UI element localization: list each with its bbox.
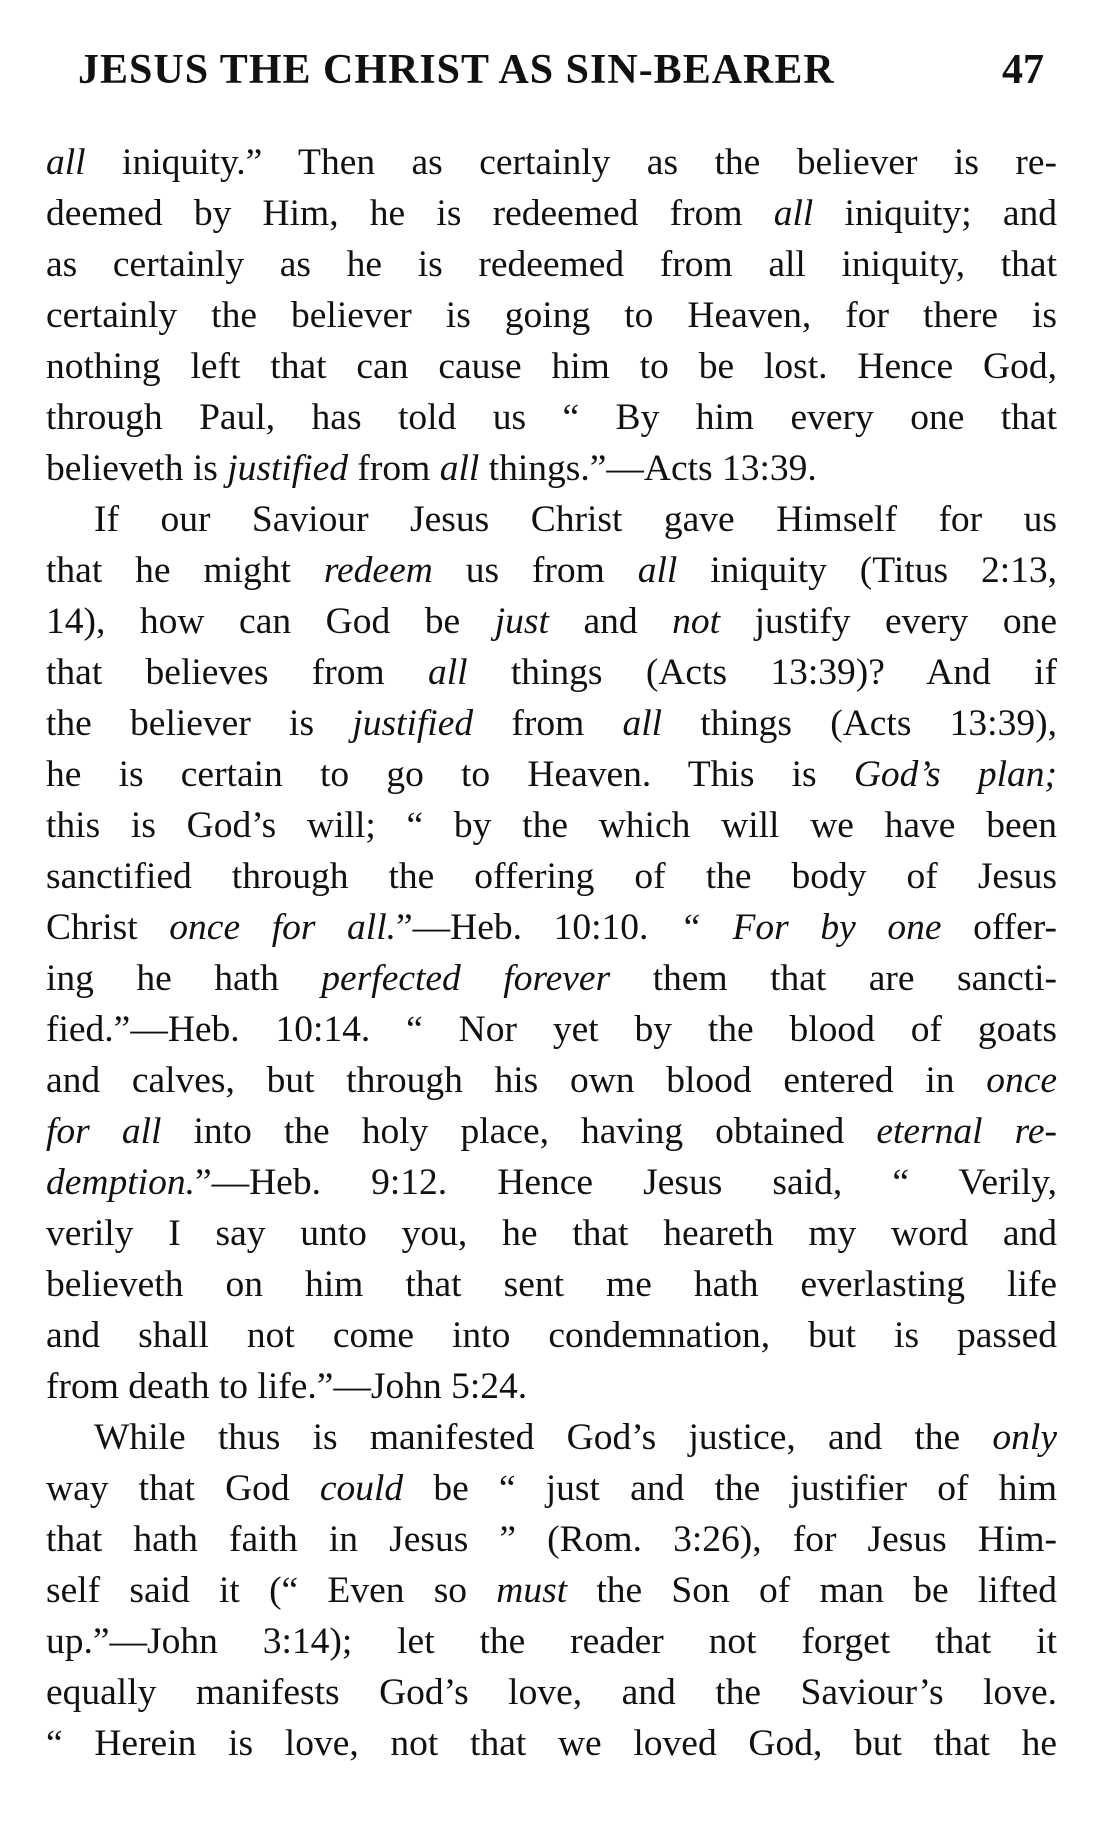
text-run: ing he hath	[46, 958, 322, 999]
text-run: While thus is manifested God’s justice, and the	[94, 1417, 993, 1458]
text-line	[46, 1514, 1057, 1565]
text-line	[46, 596, 1057, 647]
paragraph-start	[46, 494, 1057, 545]
text-run: ”—Heb. 10:10.	[396, 907, 681, 948]
text-line	[46, 392, 1057, 443]
text-run: self said it (“ Even so	[46, 1570, 497, 1611]
text-run: the Son of man be lifted	[567, 1570, 1057, 1611]
text-run: justify every one	[720, 601, 1057, 642]
italic-text: not	[672, 601, 721, 642]
text-line	[46, 1667, 1057, 1718]
text-run: this is God’s will; “ by the which will we have been	[46, 805, 1057, 846]
text-run: deemed by Him, he is redeemed from	[46, 193, 774, 234]
text-line	[46, 239, 1057, 290]
page-number: 47	[1002, 47, 1044, 93]
italic-text: all	[637, 550, 678, 591]
italic-text: could	[319, 1468, 404, 1509]
text-run: and	[548, 601, 673, 642]
italic-text: must	[496, 1570, 568, 1611]
text-run: things (Acts 13:39)? And if	[467, 652, 1057, 693]
text-run: “ Herein is love, not that we loved God, but that he	[46, 1723, 1057, 1764]
italic-text: just	[494, 601, 549, 642]
text-run: nothing left that can cause him to be lost. Hence God,	[46, 346, 1057, 387]
italic-text: all	[622, 703, 663, 744]
text-line	[46, 188, 1057, 239]
italic-text: God’s plan;	[853, 754, 1057, 795]
text-line	[46, 698, 1057, 749]
italic-text: for all	[46, 1111, 162, 1152]
text-line	[46, 647, 1057, 698]
text-run: believeth on him that sent me hath everlasting life	[46, 1264, 1057, 1305]
text-run: Christ	[46, 907, 170, 948]
italic-text: once for all.	[169, 907, 397, 948]
text-line	[46, 1259, 1057, 1310]
text-run: from	[473, 703, 623, 744]
text-run: as certainly as he is redeemed from all iniquity, that	[46, 244, 1057, 285]
italic-text: demption.	[46, 1162, 195, 1203]
text-run: that hath faith in Jesus ” (Rom. 3:26), for Jesus Him-	[46, 1519, 1057, 1560]
text-line	[46, 545, 1057, 596]
italic-text: eternal re-	[876, 1111, 1057, 1152]
text-line	[46, 1055, 1057, 1106]
text-run: the believer is	[46, 703, 353, 744]
text-run: into the holy place, having obtained	[161, 1111, 877, 1152]
text-line	[46, 1463, 1057, 1514]
text-run: things (Acts 13:39),	[662, 703, 1057, 744]
text-line	[46, 749, 1057, 800]
text-line	[46, 1565, 1057, 1616]
text-line	[46, 1616, 1057, 1667]
text-line	[46, 341, 1057, 392]
italic-text: all	[46, 142, 86, 183]
text-run: that he might	[46, 550, 324, 591]
text-run: sanctified through the offering of the body of Jesus	[46, 856, 1057, 897]
text-run: iniquity (Titus 2:13,	[677, 550, 1057, 591]
text-run: believeth is	[46, 448, 228, 489]
text-run: and shall not come into condemnation, but is passed	[46, 1315, 1057, 1356]
italic-text: only	[992, 1417, 1057, 1458]
italic-text: redeem	[323, 550, 433, 591]
italic-text: once	[986, 1060, 1057, 1101]
text-run: be “ just and the justifier of him	[403, 1468, 1058, 1509]
text-line	[46, 1310, 1057, 1361]
text-line	[46, 902, 1057, 953]
text-line	[46, 290, 1057, 341]
italic-text: all	[773, 193, 814, 234]
text-run: verily I say unto you, he that heareth my word and	[46, 1213, 1057, 1254]
italic-text: all	[439, 448, 480, 489]
text-run: from	[348, 448, 440, 489]
text-run: certainly the believer is going to Heaven, for there is	[46, 295, 1057, 336]
text-run: them that are sancti-	[610, 958, 1057, 999]
text-line	[46, 1208, 1057, 1259]
text-line	[46, 443, 1057, 494]
text-run: up.”—John 3:14); let the reader not forget that it	[46, 1621, 1057, 1662]
text-run: through Paul, has told us “ By him every one that	[46, 397, 1057, 438]
text-run: that believes from	[46, 652, 428, 693]
text-line	[46, 137, 1057, 188]
text-run: ”—Heb. 9:12. Hence Jesus said, “ Verily,	[194, 1162, 1057, 1203]
text-run: way that God	[46, 1468, 320, 1509]
italic-text: all	[427, 652, 468, 693]
italic-text: justified	[227, 448, 349, 489]
text-line	[46, 1361, 1057, 1412]
page-header	[78, 40, 1044, 100]
text-line	[46, 800, 1057, 851]
text-line	[46, 851, 1057, 902]
italic-text: “ For by one	[680, 907, 942, 948]
italic-text: perfected forever	[321, 958, 611, 999]
body-text	[46, 137, 1057, 1769]
text-run: iniquity.” Then as certainly as the believer is re-	[85, 142, 1057, 183]
text-run: equally manifests God’s love, and the Saviour’s love.	[46, 1672, 1057, 1713]
text-run: from death to life.”—John 5:24.	[46, 1366, 528, 1407]
running-head: JESUS THE CHRIST AS SIN-BEARER	[78, 47, 835, 93]
text-run: iniquity; and	[813, 193, 1057, 234]
text-line	[46, 1004, 1057, 1055]
text-run: and calves, but through his own blood entered in	[46, 1060, 987, 1101]
italic-text: justified	[352, 703, 474, 744]
text-line	[46, 1157, 1057, 1208]
text-run: offer-	[941, 907, 1057, 948]
text-run: 14), how can God be	[46, 601, 495, 642]
text-run: fied.”—Heb. 10:14. “ Nor yet by the blood of goats	[46, 1009, 1057, 1050]
text-line	[46, 953, 1057, 1004]
text-line	[46, 1718, 1057, 1769]
paragraph-start	[46, 1412, 1057, 1463]
text-run: If our Saviour Jesus Christ gave Himself for us	[94, 499, 1057, 540]
text-run: things.”—Acts 13:39.	[479, 448, 817, 489]
text-line	[46, 1106, 1057, 1157]
text-run: he is certain to go to Heaven. This is	[46, 754, 854, 795]
text-run: us from	[432, 550, 638, 591]
